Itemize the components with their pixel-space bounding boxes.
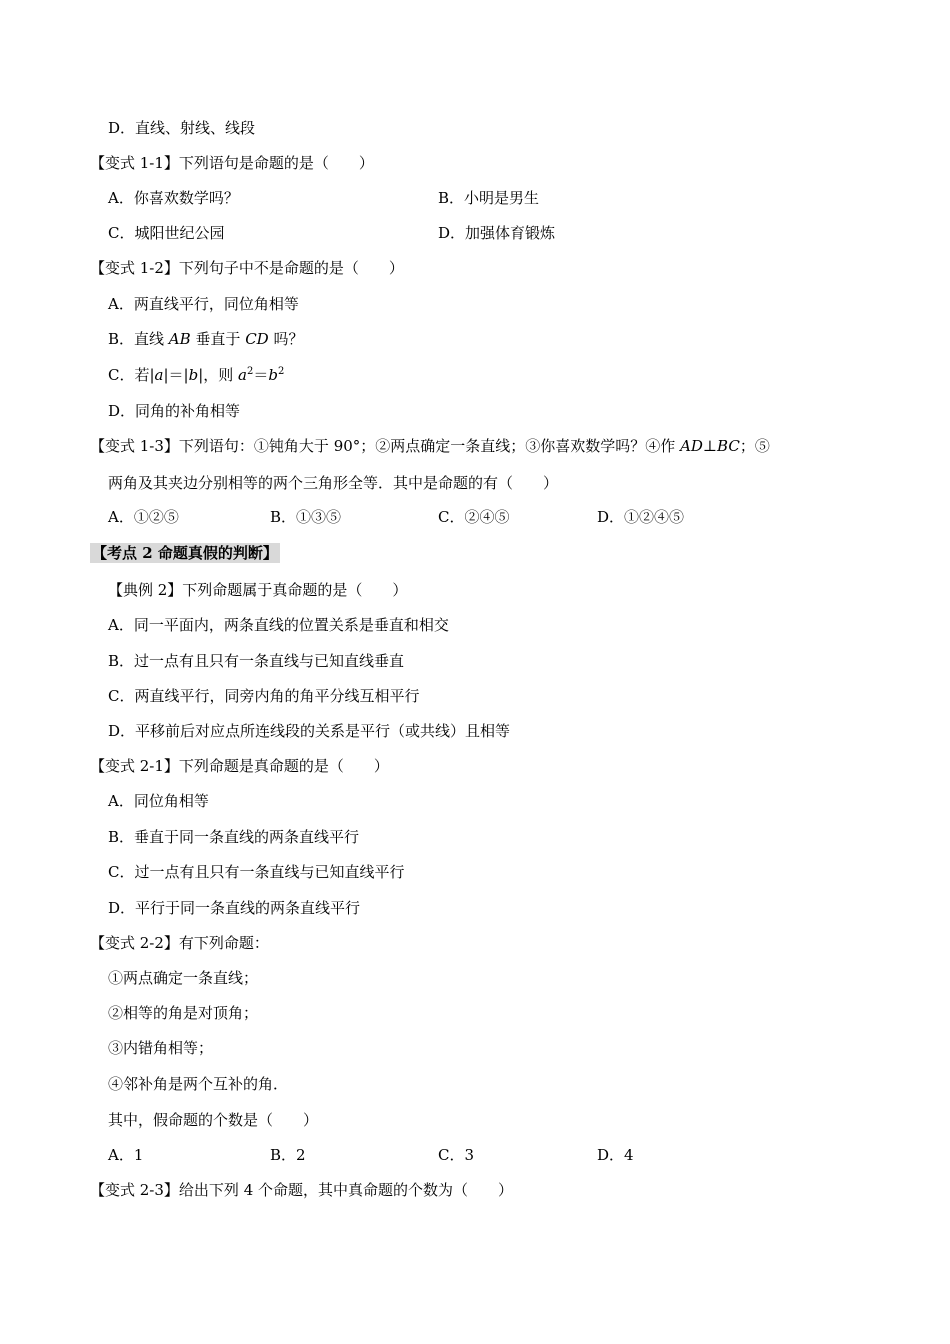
variant-2-1-option-a: A．同位角相等 bbox=[108, 792, 209, 810]
variant-1-2-option-b: B．直线 AB 垂直于 CD 吗？ bbox=[108, 330, 304, 348]
variant-2-2-option-b: B．2 bbox=[270, 1146, 306, 1164]
variant-1-1-option-a: A．你喜欢数学吗？ bbox=[108, 189, 239, 207]
variant-1-2-stem: 【变式 1-2】下列句子中不是命题的是（ ） bbox=[90, 259, 404, 277]
variant-1-1-option-c: C．城阳世纪公园 bbox=[108, 224, 225, 242]
example-2-option-d: D．平移前后对应点所连线段的关系是平行（或共线）且相等 bbox=[108, 722, 511, 740]
variant-1-1-option-b: B．小明是男生 bbox=[438, 189, 540, 207]
variant-1-3-option-d: D．①②④⑤ bbox=[597, 508, 685, 526]
variant-2-1-option-b: B．垂直于同一条直线的两条直线平行 bbox=[108, 828, 360, 846]
variant-2-1-stem: 【变式 2-1】下列命题是真命题的是（ ） bbox=[90, 757, 389, 775]
variant-2-2-item-3: ③内错角相等； bbox=[108, 1039, 214, 1057]
variant-1-3-stem: 【变式 1-3】下列语句：①钝角大于 90°；②两点确定一条直线；③你喜欢数学吗？④作 AD⊥BC；⑤ bbox=[90, 437, 770, 455]
variant-2-2-option-c: C．3 bbox=[438, 1146, 475, 1164]
example-2-option-b: B．过一点有且只有一条直线与已知直线垂直 bbox=[108, 652, 405, 670]
variant-1-3-stem-line2: 两角及其夹边分别相等的两个三角形全等．其中是命题的有（ ） bbox=[108, 474, 559, 492]
variant-2-2-item-1: ①两点确定一条直线； bbox=[108, 969, 259, 987]
example-2-option-a: A．同一平面内，两条直线的位置关系是垂直和相交 bbox=[108, 616, 449, 634]
example-2-stem: 【典例 2】下列命题属于真命题的是（ ） bbox=[108, 581, 408, 599]
example-2-option-c: C．两直线平行，同旁内角的角平分线互相平行 bbox=[108, 687, 420, 705]
variant-1-3-option-a: A．①②⑤ bbox=[108, 508, 179, 526]
variant-2-2-stem: 【变式 2-2】有下列命题： bbox=[90, 934, 269, 952]
variant-2-2-option-d: D．4 bbox=[597, 1146, 634, 1164]
variant-2-1-option-d: D．平行于同一条直线的两条直线平行 bbox=[108, 899, 361, 917]
variant-1-3-option-c: C．②④⑤ bbox=[438, 508, 510, 526]
variant-1-2-option-a: A．两直线平行，同位角相等 bbox=[108, 295, 299, 313]
variant-1-1-option-d: D．加强体育锻炼 bbox=[438, 224, 556, 242]
variant-1-2-option-c: C．若|a|＝|b|，则 $a^2=b^2$ bbox=[108, 366, 285, 384]
variant-2-2-item-4: ④邻补角是两个互补的角． bbox=[108, 1075, 289, 1093]
variant-1-3-option-b: B．①③⑤ bbox=[270, 508, 342, 526]
variant-2-2-option-a: A．1 bbox=[108, 1146, 144, 1164]
variant-1-2-option-d: D．同角的补角相等 bbox=[108, 402, 241, 420]
q1-option-d: D．直线、射线、线段 bbox=[108, 119, 256, 137]
variant-2-2-ask: 其中，假命题的个数是（ ） bbox=[108, 1111, 319, 1129]
variant-2-2-item-2: ②相等的角是对顶角； bbox=[108, 1004, 259, 1022]
variant-2-3-stem: 【变式 2-3】给出下列 4 个命题，其中真命题的个数为（ ） bbox=[90, 1181, 514, 1199]
variant-1-1-stem: 【变式 1-1】下列语句是命题的是（ ） bbox=[90, 154, 374, 172]
section-2-heading: 【考点 2 命题真假的判断】 bbox=[92, 544, 278, 562]
variant-2-1-option-c: C．过一点有且只有一条直线与已知直线平行 bbox=[108, 863, 405, 881]
